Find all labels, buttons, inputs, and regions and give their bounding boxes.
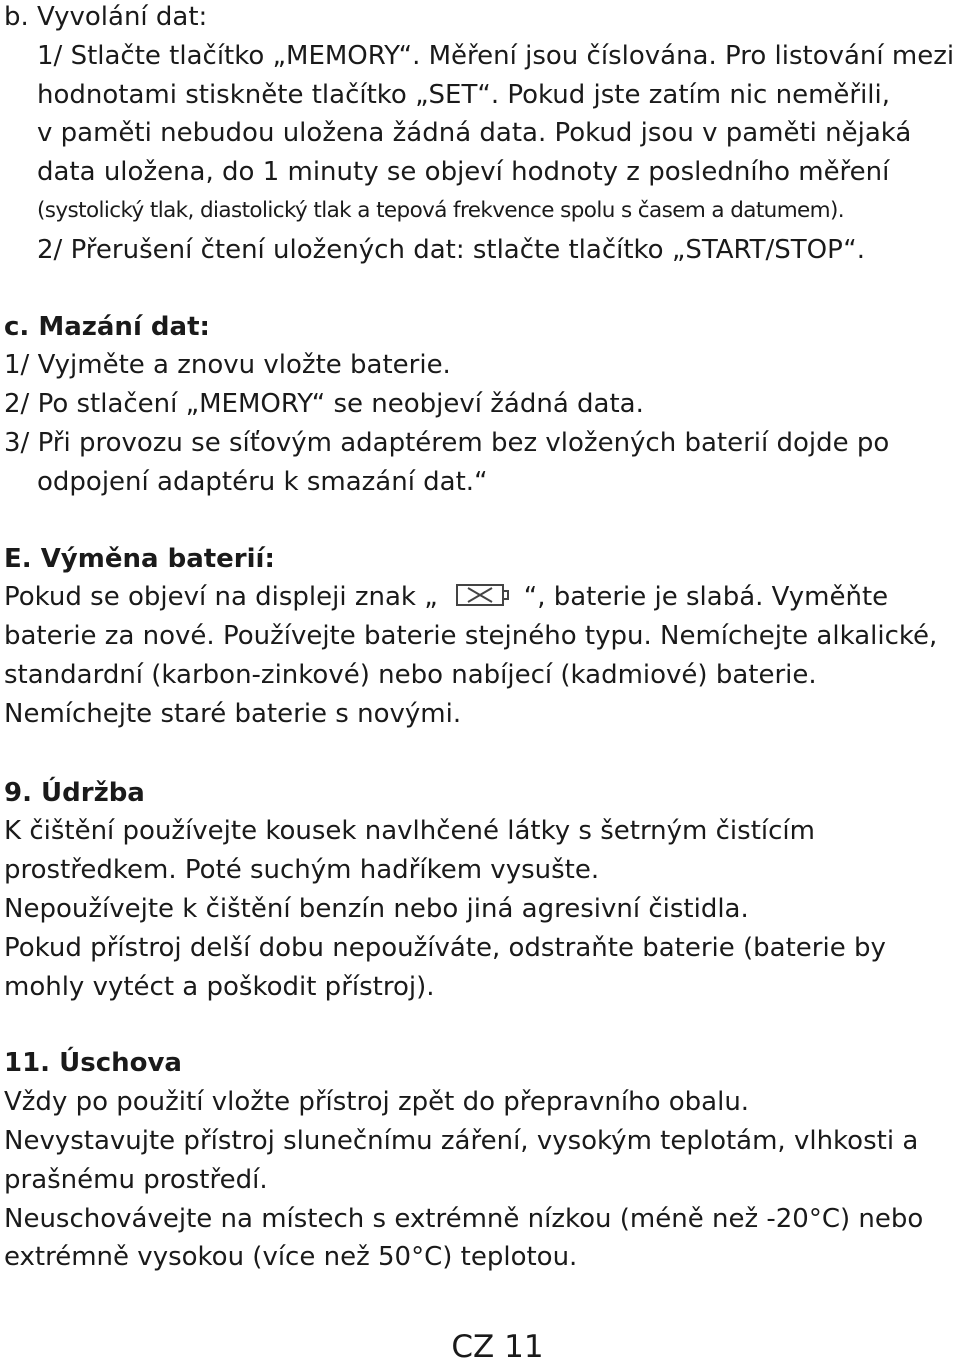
spacer: [4, 270, 956, 308]
section-b-line: 1/ Stlačte tlačítko „MEMORY“. Měření jsou číslována. Pro listování mezi: [37, 40, 955, 71]
section-b-step-2: 2/ Přerušení čtení uložených dat: stlačte tlačítko „START/STOP“.: [37, 234, 866, 265]
section-9-line: K čištění používejte kousek navlhčené látky s šetrným čistícím: [4, 816, 815, 847]
section-9-line: mohly vytéct a poškodit přístroj).: [4, 971, 435, 1002]
section-9-heading: 9. Údržba: [4, 777, 145, 808]
section-b-condensed-line: (systolický tlak, diastolický tlak a tepová frekvence spolu s časem a datumem).: [37, 197, 845, 223]
section-e-text-before-icon: Pokud se objeví na displeji znak „: [4, 582, 438, 613]
section-11-line: Neuschovávejte na místech s extrémně nízkou (méně než -20°C) nebo: [4, 1203, 924, 1234]
page-number: CZ 11: [451, 1329, 544, 1365]
section-e-first-line: [4, 578, 956, 617]
spacer: [4, 734, 956, 774]
section-11-line: Vždy po použití vložte přístroj zpět do přepravního obalu.: [4, 1087, 750, 1118]
section-e-heading: E. Výměna baterií:: [4, 543, 275, 574]
section-11-line: Nevystavujte přístroj slunečnímu záření, vysokým teplotám, vlhkosti a: [4, 1125, 919, 1156]
spacer: [4, 1006, 956, 1044]
spacer: [4, 502, 956, 540]
section-c-indented-line: odpojení adaptéru k smazání dat.“: [37, 466, 488, 497]
section-11-line: extrémně vysokou (více než 50°C) teplotou.: [4, 1242, 578, 1273]
section-b-line: data uložena, do 1 minuty se objeví hodnoty z posledního měření: [37, 157, 890, 188]
section-e-text-after-icon: “, baterie je slabá. Vyměňte: [523, 582, 889, 613]
section-c-heading: c. Mazání dat:: [4, 311, 210, 342]
section-9-line: Nepoužívejte k čištění benzín nebo jiná agresivní čistidla.: [4, 893, 749, 924]
section-b-line: hodnotami stiskněte tlačítko „SET“. Pokud jste zatím nic neměřili,: [37, 79, 891, 110]
low-battery-icon: [456, 582, 510, 608]
section-9-line: Pokud přístroj delší dobu nepoužíváte, odstraňte baterie (baterie by: [4, 932, 886, 963]
section-c-line: 2/ Po stlačení „MEMORY“ se neobjeví žádná data.: [4, 389, 644, 420]
section-9-line: prostředkem. Poté suchým hadříkem vysušte.: [4, 855, 600, 886]
section-11-heading: 11. Úschova: [4, 1048, 182, 1079]
section-e-line: standardní (karbon-zinkové) nebo nabíjecí (kadmiové) baterie.: [4, 659, 817, 690]
section-c-line: 3/ Při provozu se síťovým adaptérem bez vložených baterií dojde po: [4, 427, 890, 458]
section-c-line: 1/ Vyjměte a znovu vložte baterie.: [4, 350, 451, 381]
manual-page: [4, 0, 956, 1277]
section-11-line: prašnému prostředí.: [4, 1164, 268, 1195]
section-e-line: Nemíchejte staré baterie s novými.: [4, 698, 462, 729]
section-b-heading: b. Vyvolání dat:: [4, 2, 208, 32]
section-e-line: baterie za nové. Používejte baterie stejného typu. Nemíchejte alkalické,: [4, 621, 938, 652]
section-b-line: v paměti nebudou uložena žádná data. Pokud jsou v paměti nějaká: [37, 118, 912, 149]
